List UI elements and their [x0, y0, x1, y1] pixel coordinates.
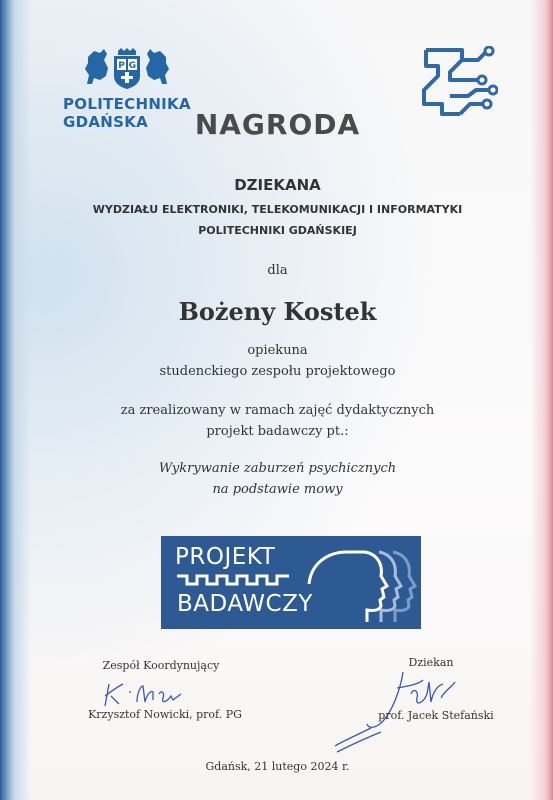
pg-letter-g: G [128, 61, 136, 71]
recipient-name: Bożeny Kostek [178, 297, 377, 326]
faculty-line2: POLITECHNIKI GDAŃSKIEJ [198, 224, 357, 237]
university-name-line1: POLITECHNIKA [63, 95, 191, 113]
issue-date: Gdańsk, 21 lutego 2024 r. [205, 760, 350, 773]
for-word: dla [267, 263, 288, 278]
pg-letter-p: P [117, 61, 125, 71]
award-from: DZIEKANA [234, 176, 321, 194]
project-title-line2: na podstawie mowy [212, 482, 343, 497]
coordinating-team-label: Zespół Koordynujący [102, 659, 220, 672]
banner-line2: BADAWCZY [177, 591, 313, 617]
project-title [1, 458, 553, 500]
signature-nowicki [101, 680, 191, 710]
description-line2: projekt badawczy pt.: [206, 424, 349, 439]
description-line1: za zrealizowany w ramach zajęć dydaktycznych [120, 403, 435, 418]
projekt-badawczy-banner [161, 536, 421, 629]
faculty-line1: WYDZIAŁU ELEKTRONIKI, TELEKOMUNIKACJI I INFORMATYKI [92, 203, 463, 216]
role-line2: studenckiego zespołu projektowego [159, 364, 396, 379]
coordinator-name: Krzysztof Nowicki, prof. PG [88, 708, 242, 721]
faculty-name [1, 199, 553, 241]
dean-label: Dziekan [408, 656, 454, 669]
project-title-line1: Wykrywanie zaburzeń psychicznych [158, 461, 397, 476]
pg-emblem-icon [84, 47, 170, 91]
recipient-role [1, 340, 553, 382]
award-description [1, 400, 553, 442]
university-name-line2: GDAŃSKA [63, 113, 149, 131]
award-title: NAGRODA [194, 108, 361, 141]
dean-name: prof. Jacek Stefański [378, 709, 494, 722]
role-line1: opiekuna [247, 343, 308, 358]
banner-line1: PROJEKT [175, 544, 276, 570]
